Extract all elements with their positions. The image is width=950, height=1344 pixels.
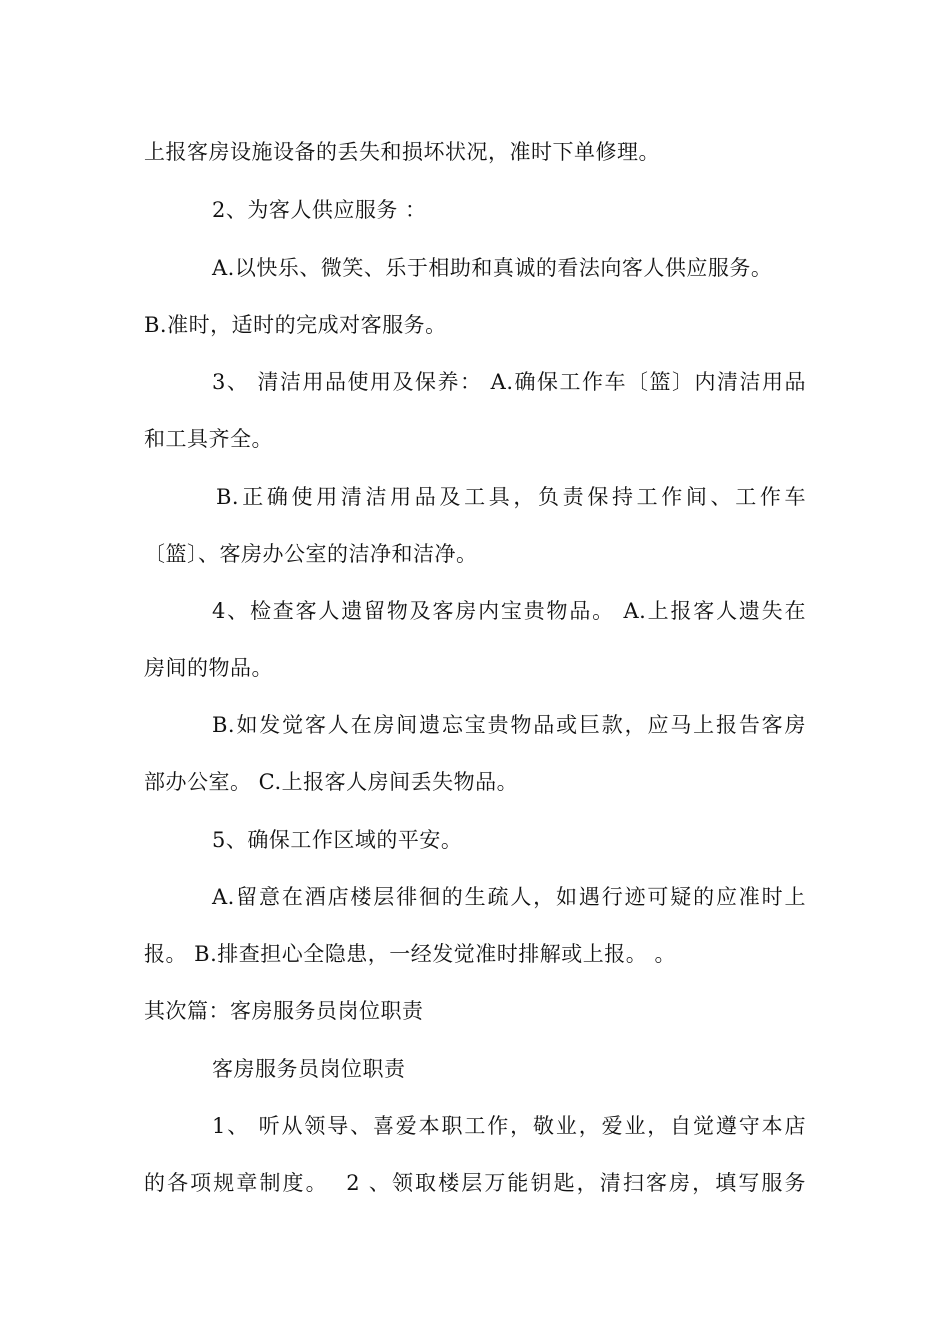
text-line: A.以快乐、微笑、乐于相助和真诚的看法向客人供应服务。: [212, 256, 773, 280]
text-line: 4、检查客人遗留物及客房内宝贵物品。 A.上报客人遗失在: [212, 599, 806, 623]
text-line: 和工具齐全。: [144, 427, 273, 451]
text-line: 5、确保工作区域的平安。: [212, 828, 463, 852]
text-line: 2、为客人供应服务 ：: [212, 198, 427, 222]
text-line: B.正确使用清洁用品及工具，负责保持工作间、工作车: [216, 485, 806, 509]
text-line: 〔篮〕、客房办公室的洁净和洁净。: [144, 542, 478, 566]
text-line: 部办公室。 C.上报客人房间丢失物品。: [144, 770, 519, 794]
text-line: 报。 B.排查担心全隐患，一经发觉准时排解或上报。 。: [144, 942, 676, 966]
text-line: B.准时，适时的完成对客服务。: [144, 313, 447, 337]
section-title: 客房服务员岗位职责: [212, 1057, 406, 1081]
section-heading: 其次篇：客房服务员岗位职责: [144, 999, 424, 1023]
text-line: 上报客房设施设备的丢失和损坏状况，准时下单修理。: [144, 140, 660, 164]
text-line: A.留意在酒店楼层徘徊的生疏人，如遇行迹可疑的应准时上: [212, 885, 806, 909]
text-line: 1、 听从领导、喜爱本职工作，敬业，爱业，自觉遵守本店: [212, 1114, 806, 1138]
text-line: 房间的物品。: [144, 656, 273, 680]
text-line: B.如发觉客人在房间遗忘宝贵物品或巨款，应马上报告客房: [212, 713, 806, 737]
text-line: 3、 清洁用品使用及保养： A.确保工作车〔篮〕内清洁用品: [212, 370, 806, 394]
text-line: 的各项规章制度。 2 、领取楼层万能钥匙，清扫客房，填写服务: [144, 1171, 806, 1195]
